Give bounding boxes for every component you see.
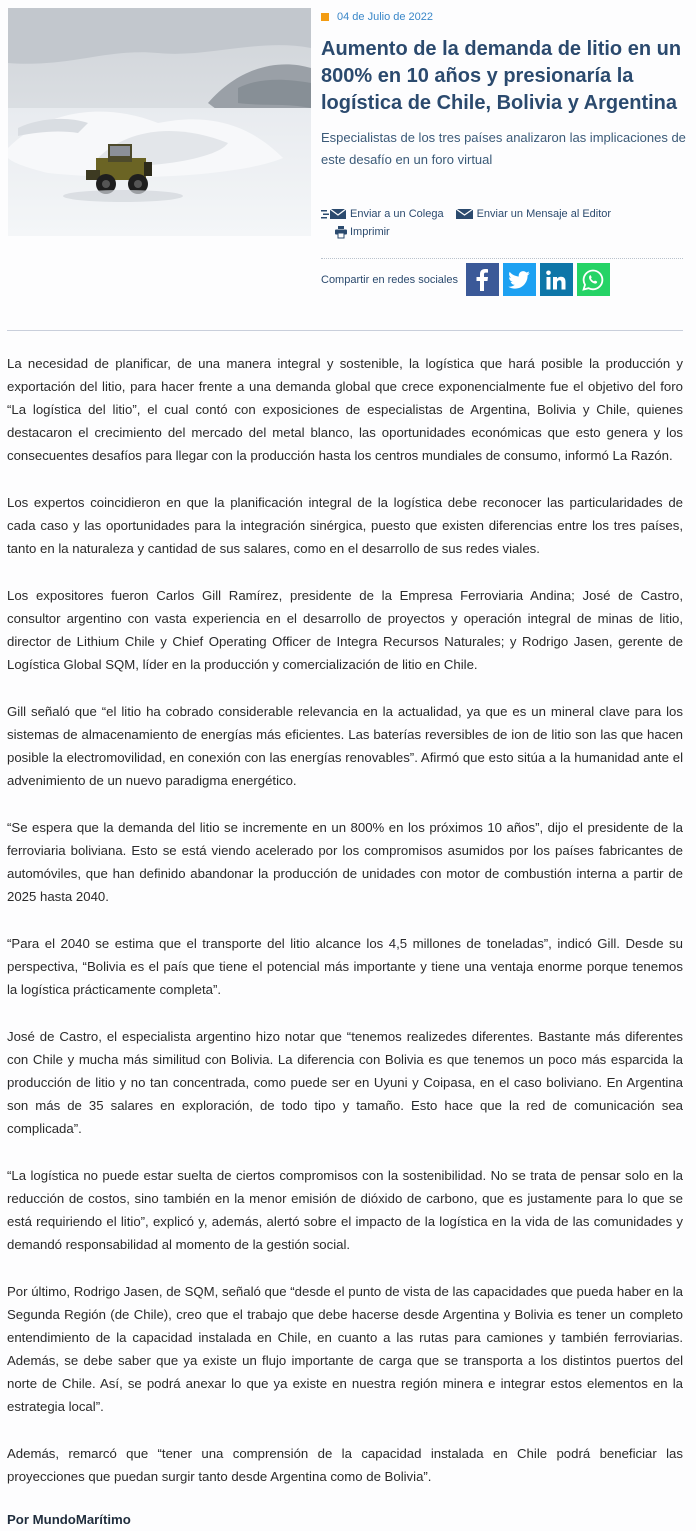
share-whatsapp-button[interactable] bbox=[577, 263, 610, 296]
paragraph: “Se espera que la demanda del litio se incremente en un 800% en los próximos 10 años”, dijo el presidente de la ferroviaria boliviana. Esto se está viendo acelerado por los compromisos asumidos por los países fabricantes de automóviles, que han definido abandonar la producción de unidades con motor de combustión interna a partir de 2025 hasta 2040. bbox=[7, 819, 683, 905]
share-facebook-button[interactable] bbox=[466, 263, 499, 296]
header-rule bbox=[7, 330, 683, 331]
paragraph: José de Castro, el especialista argentino hizo notar que “tenemos realizedes diferentes. Bastante más diferentes con Chile y mucha más similitud con Bolivia. La diferencia con Bolivia es que tenemos un poco más esparcida la producción de litio y no tan concentrada, como puede ser en Uyuni y Coipasa, en el caso boliviano. En Argentina son más de 35 salares en exploración, de todo tipo y tamaño. Esto hace que la red de comunicación sea complicada”. bbox=[7, 1028, 683, 1137]
printer-icon bbox=[335, 226, 347, 238]
date-marker-icon bbox=[321, 13, 329, 21]
send-editor-link[interactable] bbox=[456, 208, 612, 220]
paragraph: Además, remarcó que “tener una comprensión de la capacidad instalada en Chile podrá beneficiar las proyecciones que puedan surgir tanto desde Argentina como de Bolivia”. bbox=[7, 1445, 683, 1484]
article-title: Aumento de la demanda de litio en un 800% en 10 años y presionaría la logística de Chile, Bolivia y Argentina bbox=[321, 38, 682, 114]
paragraph: “Para el 2040 se estima que el transporte del litio alcance los 4,5 millones de toneladas”, indicó Gill. Desde su perspectiva, “Bolivia es el país que tiene el potencial más importante y tiene una ventaja enorme porque tenemos la logística prácticamente completa”. bbox=[7, 935, 683, 998]
article-body bbox=[7, 352, 683, 1531]
actions-divider bbox=[321, 258, 683, 259]
article-byline: Por MundoMarítimo bbox=[7, 1511, 131, 1527]
paragraph: Los expositores fueron Carlos Gill Ramírez, presidente de la Empresa Ferroviaria Andina; José de Castro, consultor argentino con vasta experiencia en el desarrollo de proyectos y operación integral de minas de litio, director de Lithium Chile y Chief Operating Officer de Integra Recursos Naturales; y Rodrigo Jasen, gerente de Logística Global SQM, líder en la producción y comercialización de litio en Chile. bbox=[7, 587, 683, 673]
salt-flat-loader-photo bbox=[8, 8, 311, 236]
share-label: Compartir en redes sociales bbox=[321, 273, 458, 286]
date-row bbox=[321, 8, 689, 26]
send-editor-label: Enviar un Mensaje al Editor bbox=[476, 208, 612, 220]
paragraph: Por último, Rodrigo Jasen, de SQM, señaló que “desde el punto de vista de las capacidades que pueda haber en la Segunda Región (de Chile), creo que el trabajo que debe hacerse desde Argentina y Bolivia es tener un completo entendimiento de la capacidad instalada en Chile, en cuanto a las rutas para camiones y también ferroviarias. Además, se debe saber que ya existe un flujo importante de carga que se transporta a los distintos puertos del norte de Chile. Así, se podrá anexar lo que ya existe en nuestra región minera e integrar estos elementos en la estrategia local”. bbox=[7, 1283, 683, 1415]
article-hero-image bbox=[8, 8, 311, 236]
send-colleague-label: Enviar a un Colega bbox=[350, 208, 444, 220]
print-link[interactable] bbox=[335, 226, 390, 238]
article-date: 04 de Julio de 2022 bbox=[337, 11, 434, 23]
paragraph: Gill señaló que “el litio ha cobrado considerable relevancia en la actualidad, ya que es un mineral clave para los sistemas de almacenamiento de energías más eficientes. Las baterías reversibles de ion de litio son las que hacen posible la electromovilidad, en conexión con las energías renovables”. Afirmó que esto sitúa a la humanidad ante el advenimiento de un nuevo paradigma energético. bbox=[7, 703, 683, 789]
envelope-icon bbox=[456, 208, 474, 220]
paragraph: Los expertos coincidieron en que la planificación integral de la logística debe reconocer las particularidades de cada caso y las oportunidades para la integración sinérgica, puesto que existen diferencias entre los tres países, tanto en la naturaleza y cantidad de sus salares, como en el desarrollo de sus redes viales. bbox=[7, 495, 683, 557]
twitter-icon bbox=[508, 271, 530, 289]
print-label: Imprimir bbox=[350, 226, 390, 238]
share-linkedin-button[interactable] bbox=[540, 263, 573, 296]
send-colleague-link[interactable] bbox=[321, 208, 444, 220]
share-twitter-button[interactable] bbox=[503, 263, 536, 296]
whatsapp-icon bbox=[582, 269, 604, 291]
send-mail-icon bbox=[321, 208, 347, 220]
linkedin-icon bbox=[546, 270, 566, 290]
article-subtitle: Especialistas de los tres países analizaron las implicaciones de este desafío en un foro virtual bbox=[321, 130, 686, 167]
paragraph: La necesidad de planificar, de una manera integral y sostenible, la logística que hará posible la producción y exportación del litio, para hacer frente a una demanda global que crece exponencialmente fue el objetivo del foro “La logística del litio”, el cual contó con exposiciones de especialistas de Argentina, Bolivia y Chile, quienes destacaron el crecimiento del mercado del metal blanco, las oportunidades económicas que esto genera y los consecuentes desafíos para llegar con la producción hasta los centros mundiales de consumo, informó La Razón. bbox=[7, 356, 683, 464]
facebook-icon bbox=[475, 269, 489, 291]
paragraph: “La logística no puede estar suelta de ciertos compromisos con la sostenibilidad. No se trata de pensar solo en la reducción de costos, sino también en la menor emisión de dióxido de carbono, que es justamente para lo que se está requiriendo el litio”, explicó y, además, alertó sobre el impacto de la logística en la vida de las comunidades y demandó responsabilidad al momento de la gestión social. bbox=[7, 1167, 683, 1253]
share-bar bbox=[321, 263, 614, 296]
article-header bbox=[321, 8, 689, 171]
article-actions bbox=[321, 208, 689, 241]
